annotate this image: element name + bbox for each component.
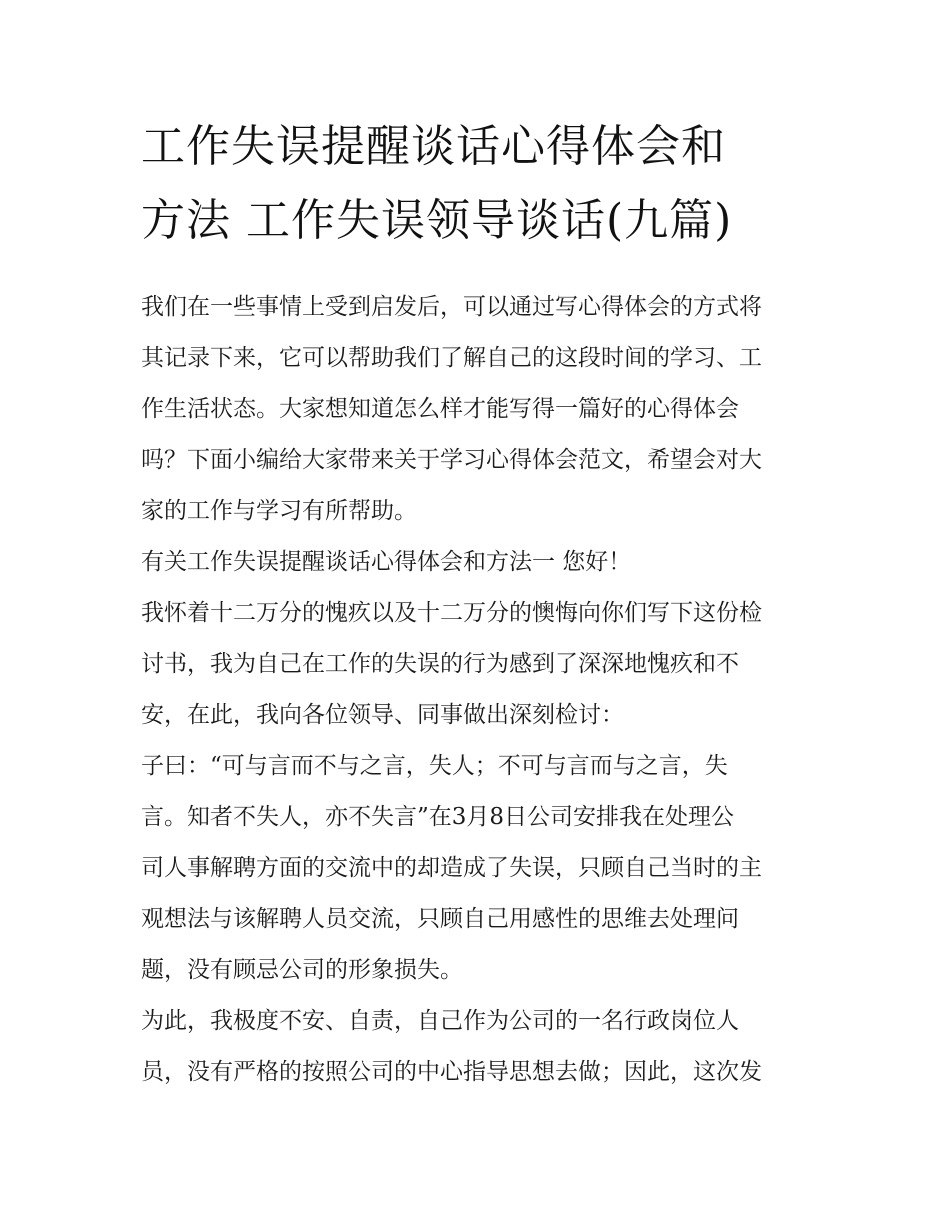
text-line: 吗？下面小编给大家带来关于学习心得体会范文，希望会对大 [141, 447, 762, 473]
paragraph-quote [141, 741, 821, 996]
text-line: 司人事解聘方面的交流中的却造成了失误，只顾自己当时的主 [141, 855, 762, 881]
text-line: 有关工作失误提醒谈话心得体会和方法一 您好！ [141, 549, 632, 575]
text-line: 讨书，我为自己在工作的失误的行为感到了深深地愧疚和不 [141, 651, 739, 677]
text-line: 作生活状态。大家想知道怎么样才能写得一篇好的心得体会 [141, 396, 739, 422]
text-line: 题，没有顾忌公司的形象损失。 [141, 957, 463, 983]
text-line: 为此，我极度不安、自责，自己作为公司的一名行政岗位人 [141, 1008, 739, 1034]
text-line: 家的工作与学习有所帮助。 [141, 498, 417, 524]
paragraph-apology [141, 588, 821, 741]
document-title [141, 110, 821, 258]
paragraph-intro [141, 282, 821, 537]
text-line: 我怀着十二万分的愧疚以及十二万分的懊悔向你们写下这份检 [141, 600, 762, 626]
paragraph-heading-one [141, 537, 821, 588]
title-line: 方法 工作失误领导谈话(九篇) [141, 195, 733, 246]
title-line: 工作失误提醒谈话心得体会和 [141, 121, 726, 172]
text-line: 我们在一些事情上受到启发后，可以通过写心得体会的方式将 [141, 294, 762, 320]
text-line: 安，在此，我向各位领导、同事做出深刻检讨： [141, 702, 624, 728]
text-line: 员，没有严格的按照公司的中心指导思想去做；因此，这次发 [141, 1059, 762, 1085]
text-line: 言。知者不失人，亦不失言”在3月8日公司安排我在处理公 [141, 804, 735, 830]
text-line: 其记录下来，它可以帮助我们了解自己的这段时间的学习、工 [141, 345, 762, 371]
text-line: 子曰：“可与言而不与之言，失人；不可与言而与之言，失 [141, 753, 728, 779]
text-line: 观想法与该解聘人员交流，只顾自己用感性的思维去处理问 [141, 906, 739, 932]
paragraph-reflection [141, 996, 821, 1098]
document-body [141, 110, 821, 1098]
